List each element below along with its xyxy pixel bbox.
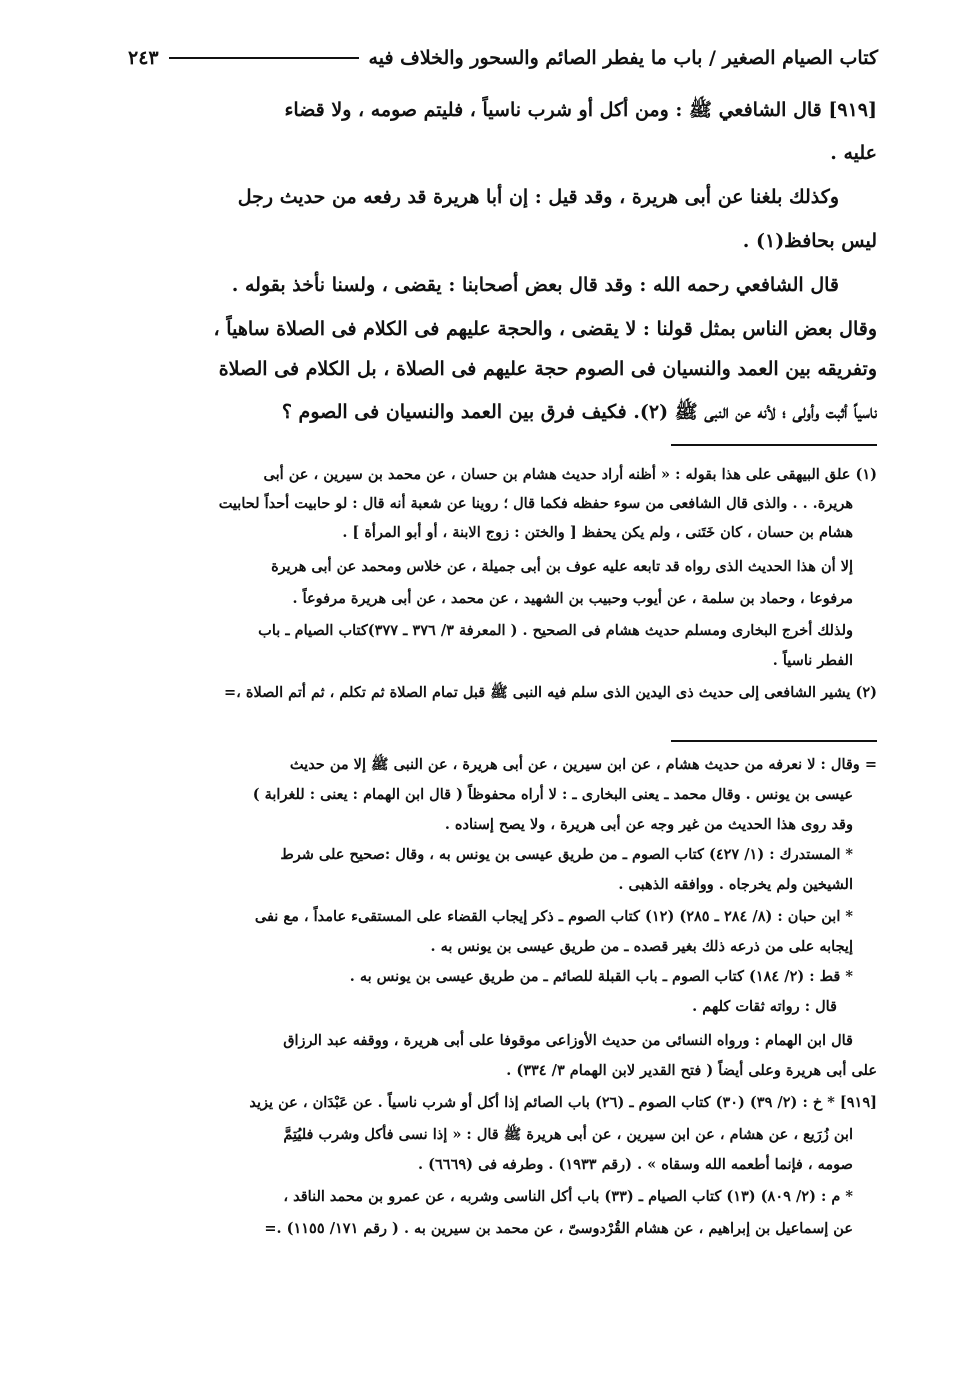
footnote-line: ولذلك أخرج البخارى ومسلم حديث هشام فى الصحيح . ( المعرفة ٣/ ٣٧٦ ـ ٣٧٧)كتاب الصيام ـ باب — [258, 622, 853, 639]
takhrij-line: * م : (٢/ ٨٠٩) (١٣) كتاب الصيام ـ (٣٣) باب أكل الناسى وشربه ، عن عمرو بن محمد الناقد ، — [283, 1188, 853, 1205]
footnote-line: إلا أن هذا الحديث الذى رواه قد تابعه عليه عوف بن أبى جميلة ، عن خلاس ومحمد عن أبى هريرة — [271, 558, 853, 575]
footnote-separator — [671, 444, 877, 446]
takhrij-line: [٩١٩] * خ : (٢/ ٣٩) (٣٠) كتاب الصوم ـ (٢٦) باب الصائم إذا أكل أو شرب ناسياً . عن عَبْدَان ، عن يزيد — [249, 1094, 877, 1111]
takhrij-line: * ابن حبان : (٨/ ٢٨٤ ـ ٢٨٥) (١٢) كتاب الصوم ـ ذكر إيجاب القضاء على المستقىء عامداً ، مع نفى — [254, 908, 853, 925]
main-line: وقال بعض الناس بمثل قولنا : لا يقضى ، والحجة عليهم فى الكلام فى الصلاة ساهياً ، — [213, 318, 877, 340]
takhrij-line: = وقال : لا نعرفه من حديث هشام ، عن ابن سيرين ، عن أبى هريرة ، عن النبى ﷺ إلا من حديث — [289, 756, 877, 773]
takhrij-line: قال : رواته ثقات كلهم . — [692, 998, 837, 1015]
main-line: عليه . — [830, 142, 877, 164]
takhrij-line: قال ابن الهمام : ورواه النسائى من حديث الأوزاعى موقوفا على أبى هريرة ، ووقفه عبد الرزاق — [283, 1032, 853, 1049]
main-line: وتفريقه بين العمد والنسيان فى الصوم حجة عليهم فى الصلاة ، بل الكلام فى الصلاة — [218, 358, 877, 380]
running-header — [128, 38, 878, 78]
footnote-line: مرفوعا ، وحماد بن سلمة ، عن أيوب وحبيب بن الشهيد ، عن محمد ، عن أبى هريرة مرفوعاً . — [292, 590, 853, 607]
footnote-line: هشام بن حسان ، كان خَتَنى ، ولم يكن يحفظ [ والختن : زوج الابنة ، أو أبو المرأة ] . — [342, 524, 853, 541]
takhrij-line: * قط : (٢/ ١٨٤) كتاب الصوم ـ باب القبلة للصائم ـ من طريق عيسى بن يونس به . — [349, 968, 853, 985]
main-line: قال الشافعي رحمه الله : وقد قال بعض أصحابنا : يقضى ، ولسنا نأخذ بقوله . — [231, 274, 839, 296]
footnote-line: (٢) يشير الشافعى إلى حديث ذى اليدين الذى سلم فيه النبى ﷺ قبل تمام الصلاة ثم تكلم ، ثم أتم الصلاة ،= — [223, 684, 877, 701]
main-line: ناسياً أثبت وأولى ؛ لأنه عن النبى ﷺ (٢). فكيف فرق بين العمد والنسيان فى الصوم ؟ — [281, 401, 877, 423]
footnote-line: هريرة. . . والذى قال الشافعى من سوء حفظه فكما قال ؛ روينا عن شعبة أنه قال : لو حابيت أحداً لحابيت — [218, 495, 853, 512]
header-title: كتاب الصيام الصغير / باب ما يفطر الصائم والسحور والخلاف فيه — [368, 47, 878, 69]
main-line: ليس بحافظ(١) . — [742, 230, 877, 252]
takhrij-line: وقد روى هذا الحديث من غير وجه عن أبى هريرة ، ولا يصح إسناده . — [444, 816, 853, 833]
takhrij-line: الشيخين ولم يخرجاه . ووافقه الذهبى . — [618, 876, 853, 893]
takhrij-separator — [671, 740, 877, 742]
header-rule — [169, 57, 359, 59]
main-line: وكذلك بلغنا عن أبى هريرة ، وقد قيل : إن أبا هريرة قد رفعه من حديث رجل — [237, 186, 839, 208]
footnote-line: الفطر ناسياً . — [772, 652, 853, 669]
takhrij-line: ابن زُرَيع ، عن هشام ، عن ابن سيرين ، عن أبى هريرة ﷺ قال : « إذا نسى فأكل وشرب فليُتِمَّ — [283, 1126, 853, 1143]
takhrij-line: على أبى هريرة وعلى أيضاً ( فتح القدير لابن الهمام ٣/ ٣٣٤) . — [506, 1062, 877, 1079]
takhrij-line: عيسى بن يونس . وقال محمد ـ يعنى البخارى ـ : لا أراه محفوظاً ( قال ابن الهمام : يعنى : للغرابة ) — [252, 786, 853, 803]
page-number: ٢٤٣ — [128, 47, 159, 69]
takhrij-line: * المستدرك : (١/ ٤٢٧) كتاب الصوم ـ من طريق عيسى بن يونس به ، وقال :صحيح على شرط — [280, 846, 853, 863]
footnote-line: (١) علق البيهقى على هذا بقوله : « أظنه أراد حديث هشام بن حسان ، عن محمد بن سيرين ، عن أبى — [263, 466, 877, 483]
takhrij-line: إيجابه على من ذرعه ذلك بغير قصده ـ من طريق عيسى بن يونس به . — [430, 938, 853, 955]
takhrij-line: صومه ، فإنما أطعمه الله وسقاه » . (رقم ١٩٣٣) . وطرفه فى (٦٦٦٩) . — [418, 1156, 853, 1173]
main-line: [٩١٩] قال الشافعي ﷺ : ومن أكل أو شرب ناسياً ، فليتم صومه ، ولا قضاء — [284, 99, 877, 121]
takhrij-line: عن إسماعيل بن إبراهيم ، عن هشام القُرْدوسىّ ، عن محمد بن سيرين به . ( رقم ١٧١/ ١١٥٥) .= — [264, 1220, 853, 1237]
